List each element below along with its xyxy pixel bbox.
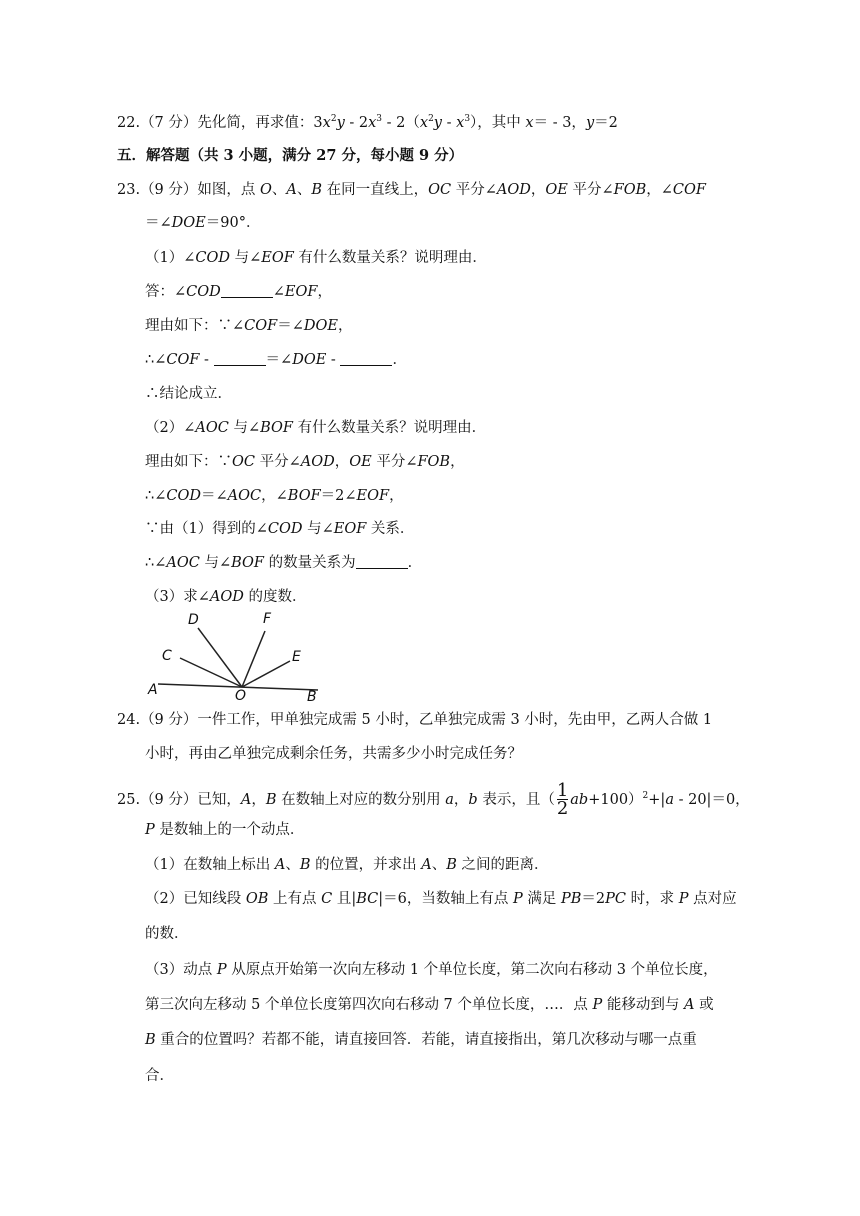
text: 与∠ (229, 250, 262, 266)
text: 平分∠ (451, 182, 497, 198)
text: 、 (285, 857, 300, 873)
fraction-denominator: 2 (556, 798, 569, 819)
text: ＝90°． (205, 215, 261, 231)
text: （1）∠ (145, 250, 196, 266)
var: OC (232, 454, 255, 470)
expr-exp: 3 (376, 114, 383, 124)
var: P (216, 962, 227, 978)
q23-part1 (145, 248, 487, 268)
expr-part: - 2 (344, 115, 369, 131)
text: ， (450, 454, 465, 470)
var: COF (166, 352, 200, 368)
text: ∵由（1）得到的∠ (145, 521, 268, 537)
var: OC (428, 182, 452, 198)
text: 与∠ (199, 555, 232, 571)
expr-var: x (322, 115, 331, 131)
text: 重合的位置吗？若都不能，请直接回答．若能，请直接指出，第几次移动与哪一点重 (155, 1032, 697, 1048)
var: P (145, 822, 155, 838)
text: （3）动点 (145, 962, 217, 978)
text: 、 (296, 182, 312, 198)
text: ． (407, 555, 423, 571)
expr-part: ＝ - 3， (533, 115, 586, 131)
text: 与∠ (302, 521, 334, 537)
q25-part1 (145, 855, 548, 875)
var: AOD (300, 454, 335, 470)
text: +| (648, 792, 666, 808)
text: 有什么数量关系？说明理由． (292, 420, 487, 436)
answer-blank[interactable] (340, 351, 392, 366)
q24-line1 (117, 710, 712, 730)
var: COD (166, 488, 201, 504)
q25-line1 (117, 780, 750, 819)
var: EOF (356, 488, 390, 504)
var: EOF (284, 284, 318, 300)
q23-step1 (145, 452, 465, 472)
q25-part2-cont: 的数． (145, 926, 189, 942)
text: ∴∠ (145, 555, 167, 571)
label-D: D (188, 612, 199, 628)
text: 第三次向左移动 5 个单位长度第四次向右移动 7 个单位长度，…．点 (145, 997, 593, 1013)
var: a (665, 792, 674, 808)
text: 、 (431, 857, 447, 873)
var: ab (570, 792, 589, 808)
text: ， (337, 318, 353, 334)
var: BOF (287, 488, 321, 504)
question-number: 22. (117, 115, 141, 131)
var: a (445, 792, 454, 808)
var: COF (672, 182, 706, 198)
text: 之间的距离． (456, 857, 549, 873)
text: ∴∠ (145, 352, 167, 368)
ray-OC (180, 658, 242, 687)
text: ，∠ (646, 182, 673, 198)
var: AOC (227, 488, 262, 504)
text: （1）在数轴上标出 (145, 857, 275, 873)
var: C (321, 891, 333, 907)
var: AOD (496, 182, 531, 198)
text: 平分∠ (371, 454, 418, 470)
text: 关系． (366, 521, 415, 537)
var: BOF (260, 420, 293, 436)
text: 满足 (522, 891, 561, 907)
text: ＝2∠ (320, 488, 357, 504)
q23-step2 (145, 486, 404, 506)
text: 平分∠ (567, 182, 614, 198)
text: 是数轴上的一个动点． (154, 822, 305, 838)
q23-stem-line1 (117, 180, 706, 200)
text: 、 (271, 182, 287, 198)
text: ， (530, 182, 546, 198)
var: FOB (417, 454, 451, 470)
var: BC (356, 891, 379, 907)
expr-exp: 3 (464, 114, 471, 124)
section-heading: 五．解答题（共 3 小题，满分 27 分，每小题 9 分） (117, 147, 464, 164)
var: A (421, 857, 432, 873)
text: ，∠ (261, 488, 288, 504)
var: PC (605, 891, 626, 907)
q25-part3-line4: 合． (145, 1068, 174, 1084)
q25-part3-line3 (145, 1030, 697, 1050)
text: 且| (332, 891, 357, 907)
question-number: 25. (117, 792, 141, 808)
question-number: 23. (117, 182, 141, 198)
text: 从原点开始第一次向左移动 1 个单位长度，第二次向右移动 3 个单位长度， (226, 962, 718, 978)
text: 的度数． (243, 589, 307, 605)
q22-line (117, 113, 618, 133)
text: 或 (694, 997, 714, 1013)
text: ， (389, 488, 404, 504)
text: ＝∠ (265, 352, 293, 368)
expr-var: y (585, 115, 595, 131)
exp: 2 (642, 791, 649, 801)
text: 上有点 (268, 891, 322, 907)
text: （2）∠ (145, 420, 196, 436)
var: A (240, 792, 252, 808)
ray-OD (198, 628, 242, 687)
text: 理由如下：∵∠ (145, 318, 245, 334)
label-C: C (162, 648, 172, 664)
var: DOE (292, 352, 327, 368)
answer-blank[interactable] (214, 351, 266, 366)
expr-part: ＝2 (594, 115, 618, 131)
text: （3）求∠ (145, 589, 210, 605)
label-B: B (307, 689, 317, 704)
var: O (260, 182, 272, 198)
answer-blank[interactable] (221, 283, 273, 298)
expr-var: y (336, 115, 345, 131)
q23-reason2 (145, 350, 407, 370)
question-score: （7 分） (140, 115, 198, 131)
expr-var: y (433, 115, 442, 131)
text: |＝6，当数轴上有点 (378, 891, 513, 907)
text: ， (334, 454, 350, 470)
text: 一件工作，甲单独完成需 5 小时，乙单独完成需 3 小时，先由甲，乙两人合做 1 (197, 712, 713, 728)
expr-exp: 2 (330, 114, 337, 124)
text: ∴∠ (145, 488, 167, 504)
ray-OF (242, 631, 265, 687)
var: OB (245, 891, 269, 907)
text: - (326, 352, 341, 368)
label-E: E (292, 649, 301, 665)
fraction-numerator: 1 (556, 780, 569, 801)
var: COF (244, 318, 278, 334)
question-number: 24. (117, 712, 141, 728)
text: 的位置，并求出 (310, 857, 422, 873)
q23-stem-line2 (145, 213, 260, 233)
q23-step3 (145, 519, 414, 539)
text: 答：∠ (145, 284, 187, 300)
expr-var: x (525, 115, 534, 131)
q24-line2: 小时，再由乙单独完成剩余任务，共需多少小时完成任务？ (145, 746, 522, 762)
text: 平分∠ (254, 454, 301, 470)
text: 理由如下：∵ (145, 454, 232, 470)
expr-part: ），其中 (470, 115, 526, 131)
var: AOC (166, 555, 200, 571)
text: ＝∠ (200, 488, 228, 504)
q23-part3 (145, 587, 306, 607)
var: DOE (171, 215, 206, 231)
text: 时，求 (625, 891, 679, 907)
var: EOF (333, 521, 367, 537)
var: B (299, 857, 311, 873)
var: A (274, 857, 286, 873)
var: PB (560, 891, 582, 907)
text: 如图，点 (197, 182, 261, 198)
q25-part2 (145, 889, 737, 909)
var: P (678, 891, 689, 907)
var: AOD (209, 589, 244, 605)
text: 点对应 (688, 891, 737, 907)
var: B (265, 792, 277, 808)
var: OE (349, 454, 372, 470)
text: 在数轴上对应的数分别用 (276, 792, 446, 808)
question-score: （9 分） (140, 182, 198, 198)
expr-var: x (456, 115, 465, 131)
text: 能移动到与 (602, 997, 684, 1013)
question-score: （9 分） (140, 792, 198, 808)
var: P (512, 891, 523, 907)
ray-OE (242, 661, 290, 687)
text: +100） (588, 792, 643, 808)
var: DOE (303, 318, 338, 334)
text: 已知， (197, 792, 241, 808)
fraction-one-half (556, 780, 569, 819)
text: - (199, 352, 214, 368)
var: B (145, 1032, 156, 1048)
expr-exp: 2 (428, 114, 434, 124)
var: EOF (261, 250, 294, 266)
question-stem: 先化简，再求值： (197, 115, 314, 131)
expr-part: 3 (313, 115, 323, 131)
q23-part2 (145, 418, 486, 438)
text: （2）已知线段 (145, 891, 246, 907)
var: A (286, 182, 297, 198)
var: AOC (195, 420, 229, 436)
var: FOB (613, 182, 647, 198)
var: COD (267, 521, 303, 537)
q23-step4 (145, 553, 422, 573)
text: 的数量关系为 (263, 555, 356, 571)
expr-var: x (419, 115, 429, 131)
var: COD (195, 250, 230, 266)
text: ， (453, 792, 469, 808)
var: b (468, 792, 478, 808)
var: B (446, 857, 457, 873)
var: B (311, 182, 323, 198)
q23-answer-line (145, 282, 332, 302)
angle-figure (140, 606, 340, 704)
expr-part: - (442, 115, 457, 131)
text: 表示，且（ (477, 792, 555, 808)
q25-part3-line2 (145, 995, 714, 1015)
text: 有什么数量关系？说明理由． (293, 250, 487, 266)
text: ＝∠ (277, 318, 304, 334)
label-O: O (235, 688, 247, 704)
text: ＝2 (581, 891, 606, 907)
label-A: A (148, 682, 158, 698)
var: P (592, 997, 603, 1013)
answer-blank[interactable] (356, 554, 408, 569)
expr-var: x (368, 115, 377, 131)
q25-line2 (145, 820, 304, 840)
label-F: F (263, 611, 272, 627)
text: ． (392, 352, 407, 368)
question-score: （9 分） (140, 712, 198, 728)
text: 在同一直线上， (322, 182, 429, 198)
text: 与∠ (228, 420, 261, 436)
var: OE (545, 182, 568, 198)
text: - 20|＝0， (673, 792, 750, 808)
text: ， (251, 792, 266, 808)
text: ＝∠ (145, 215, 172, 231)
q23-reason3: ∴结论成立． (145, 386, 232, 402)
var: COD (186, 284, 221, 300)
text: ∠ (272, 284, 285, 300)
q23-reason1 (145, 316, 352, 336)
q25-part3 (145, 960, 718, 980)
var: A (683, 997, 695, 1013)
var: BOF (231, 555, 264, 571)
text: ， (317, 284, 332, 300)
expr-part: - 2（ (382, 115, 420, 131)
